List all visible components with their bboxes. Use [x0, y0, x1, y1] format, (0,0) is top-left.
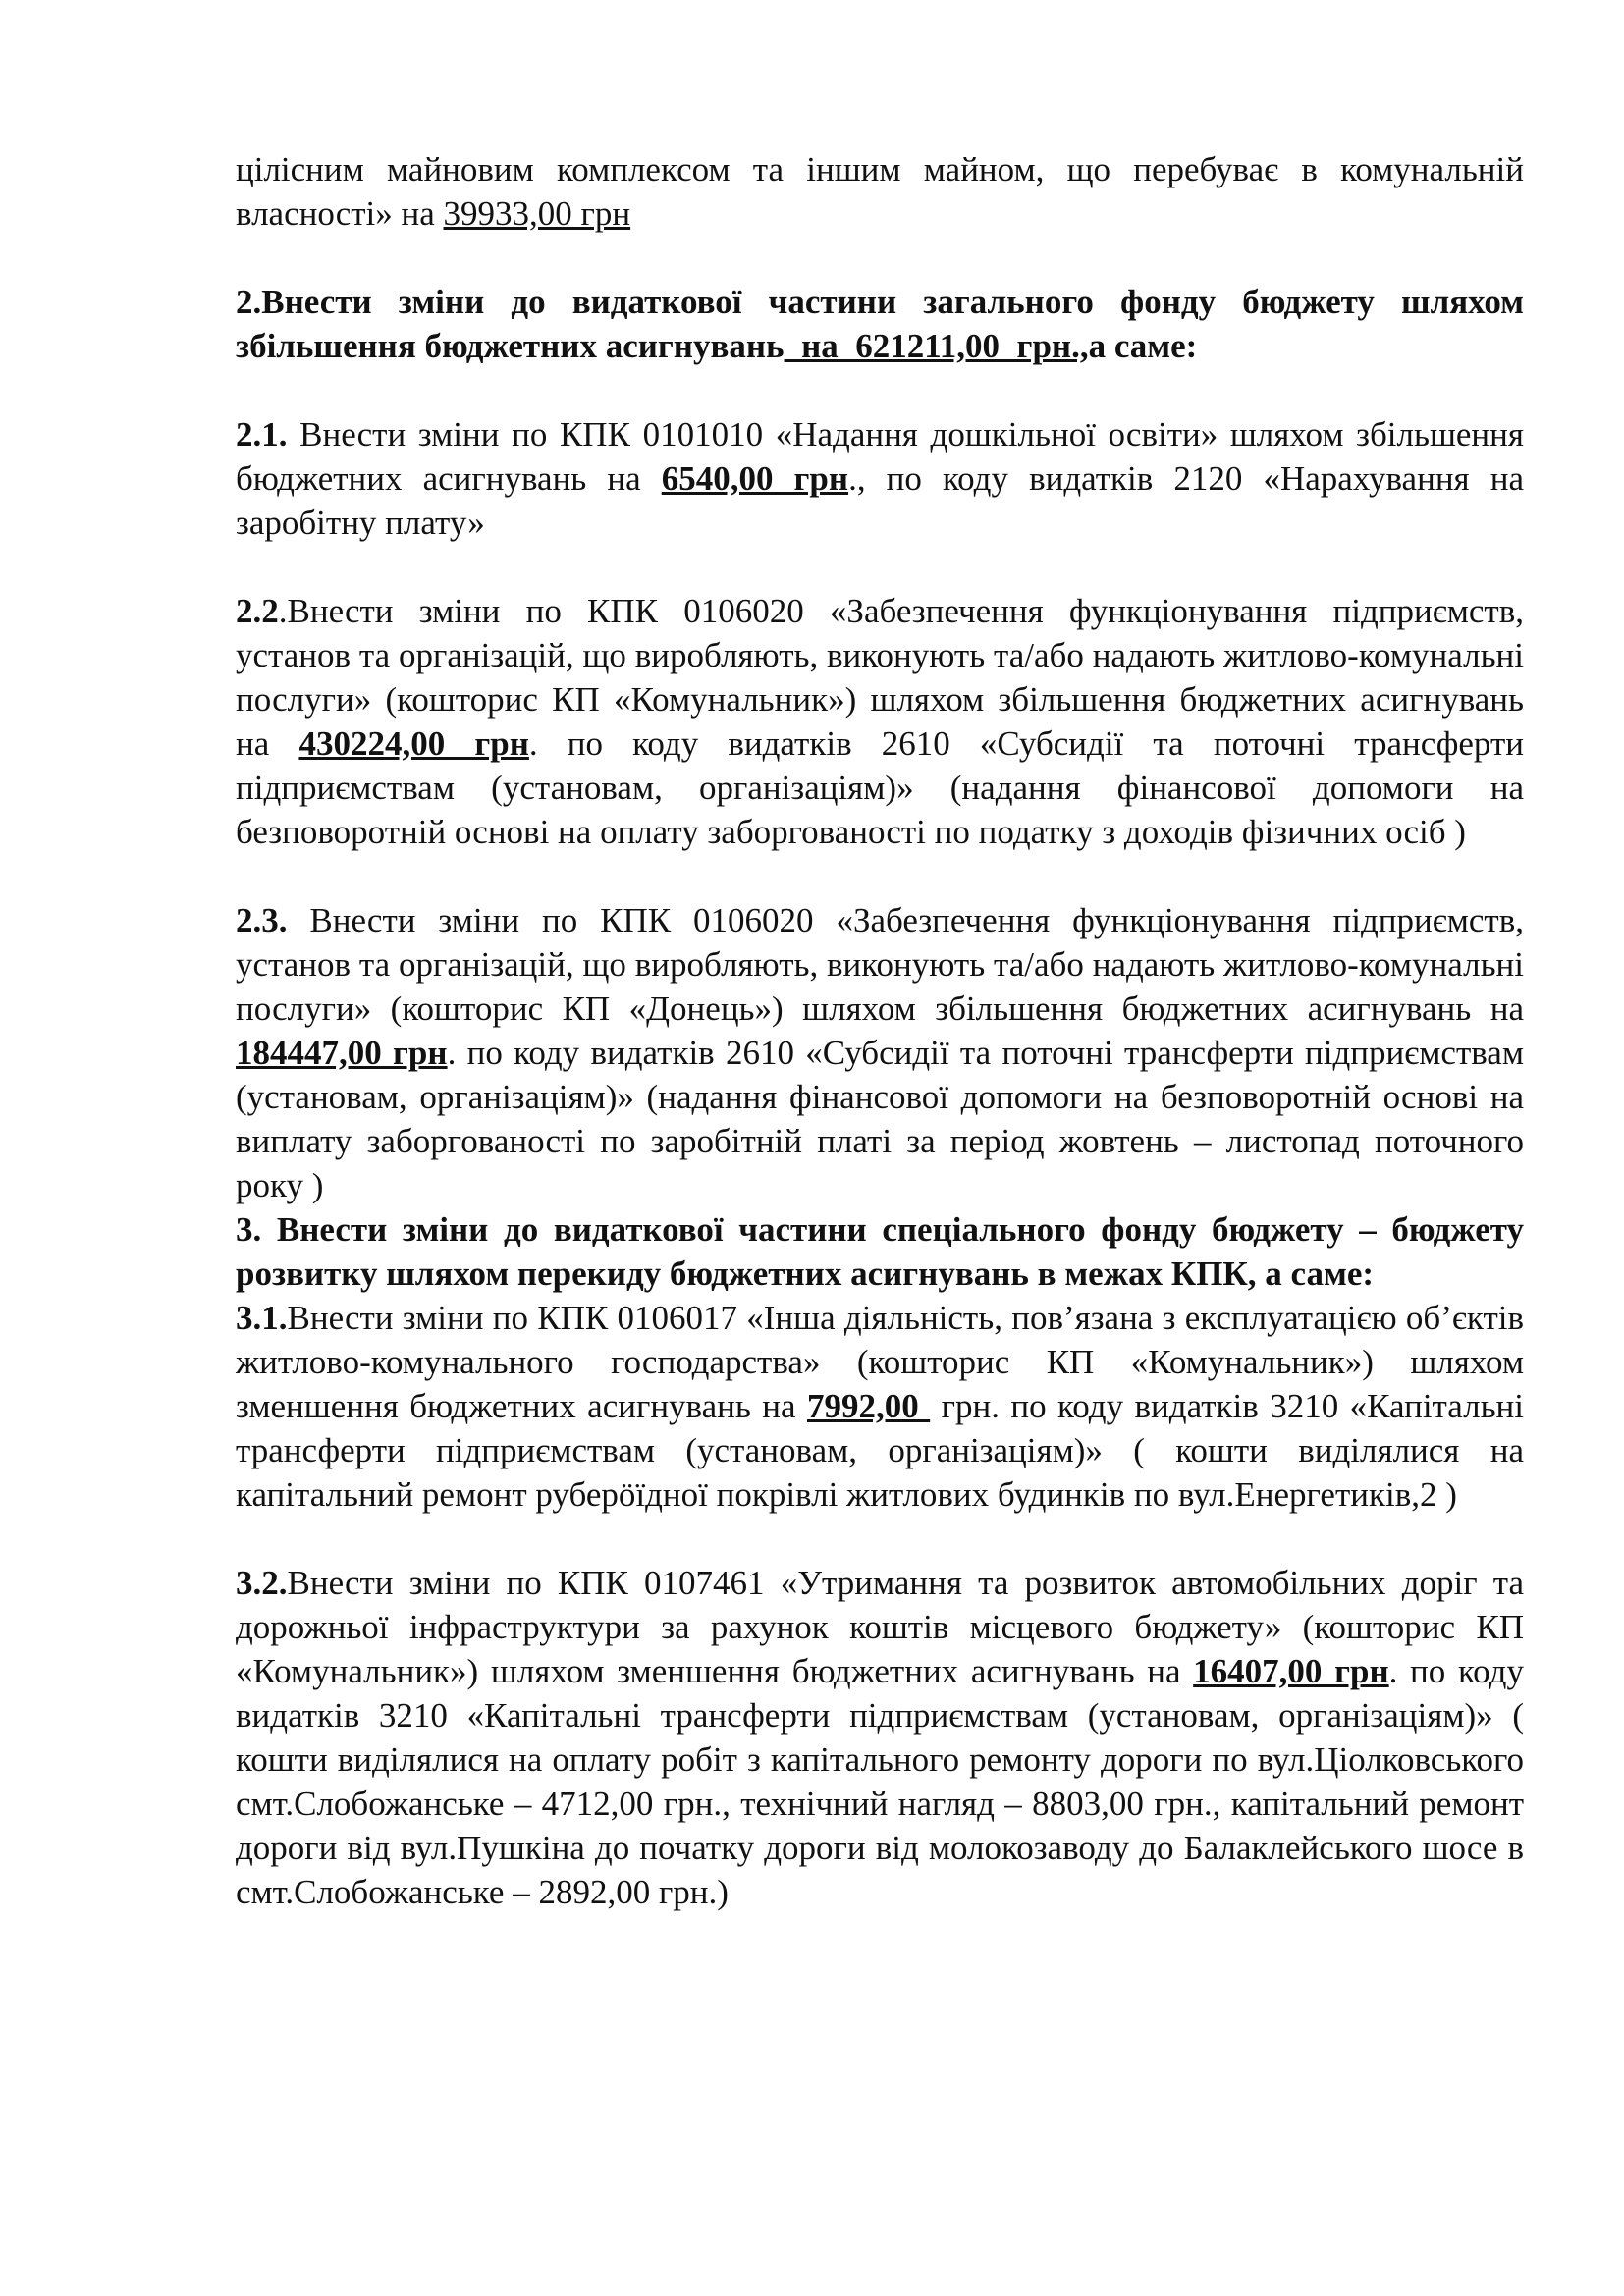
intro-amount: 39933,00 грн: [443, 194, 631, 233]
item-3-1: [236, 1296, 1524, 1517]
item-2-1-number: 2.1.: [236, 415, 288, 454]
item-2-3: [236, 898, 1524, 1207]
item-2-1-amount: 6540,00 грн: [661, 459, 849, 498]
item-3-2-amount: 16407,00 грн: [1193, 1652, 1389, 1690]
spacer: [236, 854, 1524, 898]
spacer: [236, 545, 1524, 589]
item-2-2-text: .Внести зміни по КПК 0106020 «Забезпечення функціонування підприємств, установ та організацій, що виробляють, виконують та/або надають житлово-комунальні послуги» (кошторис КП «Комунальник») шляхом збільшення бюджетних асигнувань на: [236, 592, 1524, 763]
section-3-text: 3. Внести зміни до видаткової частини спеціального фонду бюджету – бюджету розвитку шляхом перекиду бюджетних асигнувань в межах КПК, а саме:: [236, 1210, 1524, 1293]
section-2-tail: а саме:: [1088, 327, 1198, 365]
item-2-3-text: Внести зміни по КПК 0106020 «Забезпечення функціонування підприємств, установ та організацій, що виробляють, виконують та/або надають житлово-комунальні послуги» (кошторис КП «Донець») шляхом збільшення бюджетних асигнувань на: [236, 901, 1524, 1028]
item-2-1-text: Внести зміни по КПК 0101010 «Надання дошкільної освіти» шляхом збільшення бюджетних асигнувань на: [236, 415, 1524, 498]
spacer: [236, 236, 1524, 280]
intro-text: цілісним майновим комплексом та іншим майном, що перебуває в комунальній власності» на: [236, 150, 1524, 233]
item-2-2-tail: . по коду видатків 2610 «Субсидії та поточні трансферти підприємствам (установам, організаціям)» (надання фінансової допомоги на безповоротній основі на оплату заборгованості по податку з доходів фізичних осіб ): [236, 724, 1524, 851]
item-3-1-amount: 7992,00: [806, 1387, 931, 1425]
paragraph-intro: [236, 147, 1524, 236]
section-3-heading: [236, 1207, 1524, 1296]
item-2-3-number: 2.3.: [236, 901, 288, 939]
item-2-2-number: 2.2: [236, 592, 279, 630]
document-page: [236, 147, 1524, 1914]
spacer: [236, 368, 1524, 412]
section-2-heading: [236, 280, 1524, 368]
item-2-1: [236, 412, 1524, 545]
item-2-3-amount: 184447,00 грн: [236, 1034, 448, 1072]
item-2-2-amount: 430224,00 грн: [298, 724, 529, 763]
item-2-1-tail: ., по коду видатків 2120 «Нарахування на заробітну плату»: [236, 459, 1524, 542]
item-2-2: [236, 589, 1524, 854]
section-2-text: 2.Внести зміни до видаткової частини загального фонду бюджету шляхом збільшення бюджетних асигнувань: [236, 283, 1524, 365]
item-3-1-number: 3.1.: [236, 1299, 288, 1337]
item-3-2: [236, 1561, 1524, 1914]
item-3-1-text: Внести зміни по КПК 0106017 «Інша діяльність, пов’язана з експлуатацією об’єктів житлово-комунального господарства» (кошторис КП «Комунальник») шляхом зменшення бюджетних асигнувань на: [236, 1299, 1524, 1425]
section-2-amount: на 621211,00 грн.,: [784, 327, 1089, 365]
spacer: [236, 1517, 1524, 1561]
item-3-1-tail: грн. по коду видатків 3210 «Капітальні трансферти підприємствам (установам, організаціям)» ( кошти виділялися на капітальний ремонт руберöїдної покрівлі житлових будинків по вул.Енергетиків,2 ): [236, 1387, 1524, 1514]
item-3-2-tail: . по коду видатків 3210 «Капітальні трансферти підприємствам (установам, організаціям)» ( кошти виділялися на оплату робіт з капітального ремонту дороги по вул.Ціолковського смт.Слобожанське – 4712,00 грн., технічний нагляд – 8803,00 грн., капітальний ремонт дороги від вул.Пушкіна до початку дороги від молокозаводу до Балаклейського шосе в смт.Слобожанське – 2892,00 грн.): [236, 1652, 1524, 1911]
item-2-3-tail: . по коду видатків 2610 «Субсидії та поточні трансферти підприємствам (установам, організаціям)» (надання фінансової допомоги на безповоротній основі на виплату заборгованості по заробітній платі за період жовтень – листопад поточного року ): [236, 1034, 1524, 1204]
item-3-2-text: Внести зміни по КПК 0107461 «Утримання та розвиток автомобільних доріг та дорожньої інфраструктури за рахунок коштів місцевого бюджету» (кошторис КП «Комунальник») шляхом зменшення бюджетних асигнувань на: [236, 1564, 1524, 1690]
item-3-2-number: 3.2.: [236, 1564, 288, 1602]
